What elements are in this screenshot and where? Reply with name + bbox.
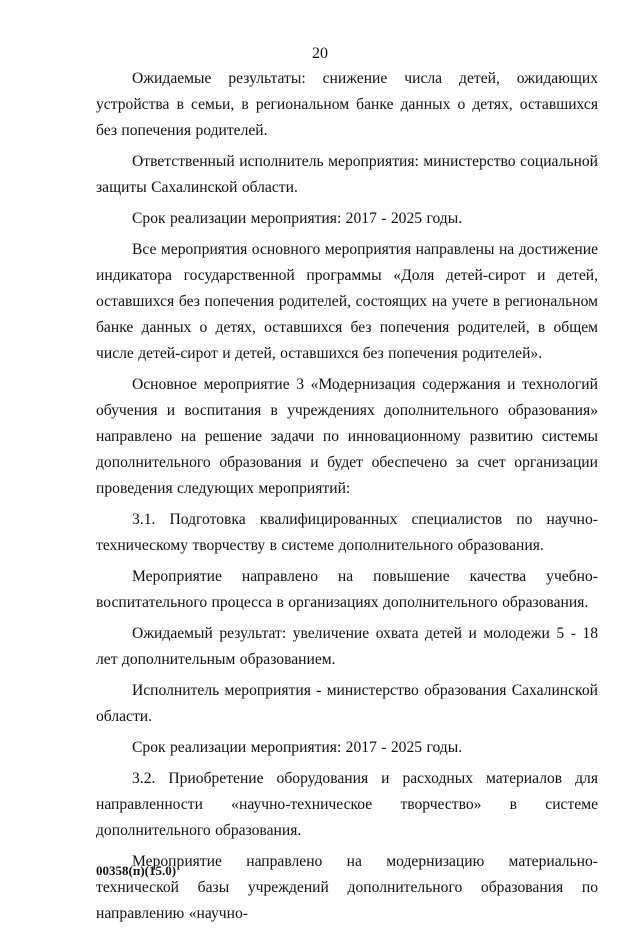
footer-document-code: 00358(п)(15.0) [96,863,177,878]
paragraph-item-3-2: 3.2. Приобретение оборудования и расходных материалов для направленности «научно-техническое творчество» в системе дополнительного образования. [96,770,598,839]
paragraph-executor: Исполнитель мероприятия - министерство образования Сахалинской области. [96,682,598,725]
paragraph-implementation-period-2: Срок реализации мероприятия: 2017 - 2025 годы. [132,739,463,756]
paragraph-activity-aim: Мероприятие направлено на повышение качества учебно-воспитательного процесса в организациях дополнительного образования. [96,568,598,611]
paragraph-expected-result: Ожидаемый результат: увеличение охвата детей и молодежи 5 - 18 лет дополнительным образованием. [96,625,598,668]
paragraph-implementation-period: Срок реализации мероприятия: 2017 - 2025 годы. [132,210,463,227]
paragraph-responsible-executor: Ответственный исполнитель мероприятия: министерство социальной защиты Сахалинской области. [96,153,598,196]
paragraph-expected-results: Ожидаемые результаты: снижение числа детей, ожидающих устройства в семьи, в региональном банке данных о детях, оставшихся без попечения родителей. [96,70,598,139]
page-number: 20 [312,45,328,62]
paragraph-modernization: Мероприятие направлено на модернизацию материально-технической базы учреждений дополнительного образования по направлению «научно- [96,853,598,922]
paragraph-indicator: Все мероприятия основного мероприятия направлены на достижение индикатора государственной программы «Доля детей-сирот и детей, оставшихся без попечения родителей, состоящих на учете в региональном банке данных о детях, оставшихся без попечения родителей, в общем числе детей-сирот и детей, оставшихся без попечения родителей». [96,241,598,362]
document-body [96,66,598,932]
paragraph-item-3-1: 3.1. Подготовка квалифицированных специалистов по научно-техническому творчеству в системе дополнительного образования. [96,511,598,554]
paragraph-main-activity-3: Основное мероприятие 3 «Модернизация содержания и технологий обучения и воспитания в учреждениях дополнительного образования» направлено на решение задачи по инновационному развитию системы дополнительного образования и будет обеспечено за счет организации проведения следующих мероприятий: [96,376,598,497]
